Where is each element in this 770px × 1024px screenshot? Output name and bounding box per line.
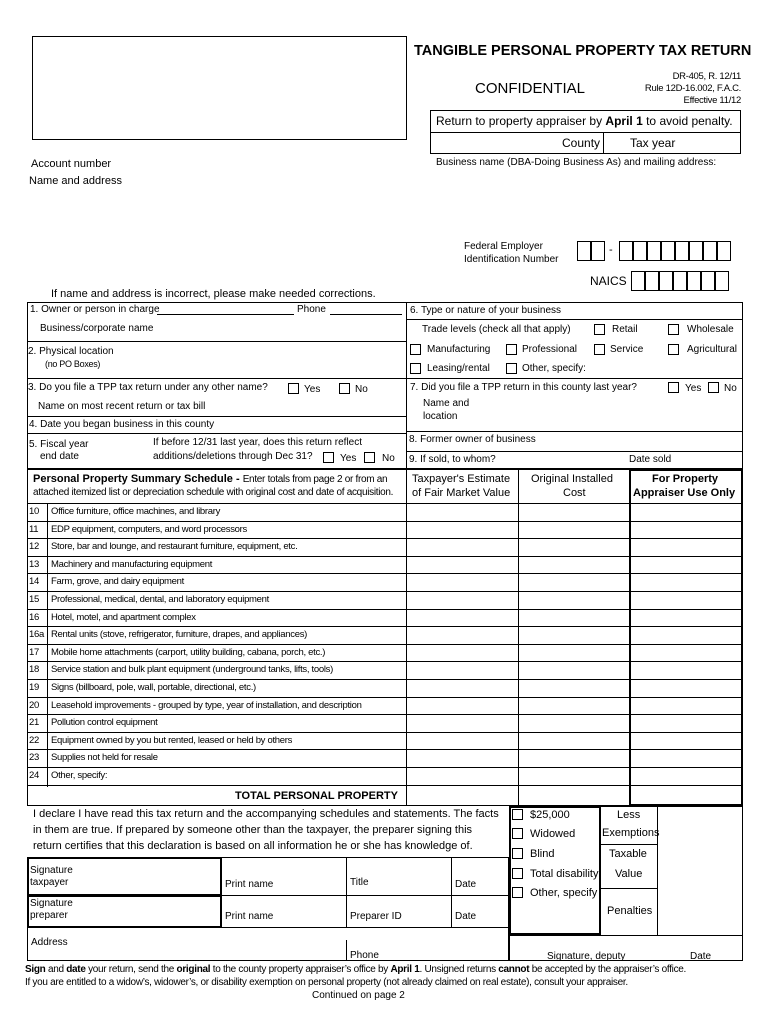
address-label: Address xyxy=(31,937,68,948)
trade-levels-label: Trade levels (check all that apply) xyxy=(422,324,571,335)
title-label: Title xyxy=(350,877,369,888)
date-sold-label: Date sold xyxy=(629,454,672,465)
schedule-row-number: 17 xyxy=(29,646,39,658)
col-cost-1: Original Installed xyxy=(531,473,613,485)
schedule-appraiser-cell xyxy=(631,750,741,766)
schedule-appraiser-cell xyxy=(631,539,741,555)
schedule-estimate-cell[interactable] xyxy=(407,662,517,678)
schedule-appraiser-cell xyxy=(631,592,741,608)
col-appraiser-1: For Property xyxy=(652,473,719,485)
wholesale-label: Wholesale xyxy=(687,324,734,335)
schedule-estimate-cell[interactable] xyxy=(407,680,517,696)
name-recent-label: Name on most recent return or tax bill xyxy=(38,401,206,412)
sig-taxpayer-2: taxpayer xyxy=(30,877,69,888)
service-label: Service xyxy=(610,344,644,355)
naics-label: NAICS xyxy=(590,274,627,288)
schedule-heading-2: attached itemized list or depreciation schedule with original cost and date of acquisition. xyxy=(33,487,394,498)
q7-label: 7. Did you file a TPP return in this county last year? xyxy=(410,382,637,393)
preparer-id-label: Preparer ID xyxy=(350,911,402,922)
fein-digit-2[interactable] xyxy=(591,241,605,261)
schedule-row-number: 12 xyxy=(29,541,39,553)
taxable-label: Taxable xyxy=(609,848,647,860)
schedule-estimate-cell[interactable] xyxy=(407,698,517,714)
schedule-cost-cell[interactable] xyxy=(519,592,628,608)
schedule-cost-cell[interactable] xyxy=(519,698,628,714)
q4-label: 4. Date you began business in this county xyxy=(29,419,215,430)
schedule-cost-cell[interactable] xyxy=(519,750,628,766)
schedule-appraiser-cell xyxy=(631,522,741,538)
q5-reflect-2: additions/deletions through Dec 31? xyxy=(153,451,313,462)
fein-digit-3[interactable] xyxy=(619,241,633,261)
schedule-row-label: Hotel, motel, and apartment complex xyxy=(51,611,196,623)
incorrect-note: If name and address is incorrect, please make needed corrections. xyxy=(51,288,376,300)
exemption-25000-label: $25,000 xyxy=(530,809,570,821)
q6-label: 6. Type or nature of your business xyxy=(410,305,562,316)
business-corp-label: Business/corporate name xyxy=(40,323,154,334)
schedule-appraiser-cell xyxy=(631,715,741,731)
schedule-estimate-cell[interactable] xyxy=(407,733,517,749)
less-label: Less xyxy=(617,809,641,821)
q7-yes-label: Yes xyxy=(685,383,702,394)
fein-label-2: Identification Number xyxy=(464,254,559,265)
schedule-row-label: Office furniture, office machines, and library xyxy=(51,506,221,517)
schedule-row-number: 18 xyxy=(29,664,39,676)
owner-phone-label: Phone xyxy=(297,304,326,315)
other-specify-label: Other, specify: xyxy=(522,363,586,374)
schedule-row-label: Pollution control equipment xyxy=(51,717,158,729)
schedule-cost-cell[interactable] xyxy=(519,539,628,555)
q5-yes-label: Yes xyxy=(340,453,357,464)
schedule-row-number: 20 xyxy=(29,699,39,711)
schedule-row-label: Equipment owned by you but rented, leased or held by others xyxy=(51,734,293,746)
schedule-row-label: Service station and bulk plant equipment (underground tanks, lifts, tools) xyxy=(51,664,333,676)
location-label: location xyxy=(423,411,458,422)
schedule-row-number: 19 xyxy=(29,682,39,693)
schedule-appraiser-cell xyxy=(631,627,741,643)
professional-checkbox[interactable] xyxy=(506,344,517,355)
schedule-appraiser-cell xyxy=(631,733,741,749)
schedule-estimate-cell[interactable] xyxy=(407,504,517,520)
schedule-row-label: EDP equipment, computers, and word processors xyxy=(51,523,247,535)
declaration-line-2: in them are true. If prepared by someone other than the taxpayer, the preparer signing this xyxy=(33,824,473,836)
address-window-box xyxy=(32,36,407,140)
naics-digit-2[interactable] xyxy=(645,271,659,291)
schedule-row-label: Leasehold improvements - grouped by type, year of installation, and description xyxy=(51,699,362,711)
col-cost-2: Cost xyxy=(563,487,586,499)
q7-no-label: No xyxy=(724,383,737,394)
schedule-row-number: 14 xyxy=(29,576,39,588)
fein-digit-4[interactable] xyxy=(633,241,647,261)
schedule-cost-cell[interactable] xyxy=(519,645,628,661)
form-title: TANGIBLE PERSONAL PROPERTY TAX RETURN xyxy=(414,43,752,59)
schedule-row-divider xyxy=(27,785,743,786)
schedule-row-label: Machinery and manufacturing equipment xyxy=(51,558,213,570)
total-disability-checkbox[interactable] xyxy=(512,868,523,879)
q3-label: 3. Do you file a TPP tax return under any other name? xyxy=(28,382,268,393)
schedule-estimate-cell[interactable] xyxy=(407,574,517,590)
fein-digit-1[interactable] xyxy=(577,241,591,261)
schedule-row-number: 15 xyxy=(29,594,39,605)
name-and-label: Name and xyxy=(423,398,470,409)
fein-digit-7[interactable] xyxy=(675,241,689,261)
schedule-cost-cell[interactable] xyxy=(519,680,628,696)
deputy-date-label: Date xyxy=(690,951,712,962)
form-number: DR-405, R. 12/11 xyxy=(672,71,741,82)
schedule-appraiser-cell xyxy=(631,645,741,661)
physical-location-label: 2. Physical location xyxy=(28,346,114,357)
fein-digit-9[interactable] xyxy=(703,241,717,261)
print-name-label: Print name xyxy=(225,879,274,890)
schedule-estimate-cell[interactable] xyxy=(407,715,517,731)
q3-yes-checkbox[interactable] xyxy=(288,383,299,394)
col-estimate-1: Taxpayer's Estimate xyxy=(412,473,511,485)
other-exemption-checkbox[interactable] xyxy=(512,887,523,898)
widowed-checkbox[interactable] xyxy=(512,828,523,839)
schedule-row-number: 24 xyxy=(29,770,39,781)
q3-yes-label: Yes xyxy=(304,384,321,395)
q5-reflect-1: If before 12/31 last year, does this return reflect xyxy=(153,437,363,448)
exemptions-label: Exemptions xyxy=(602,827,660,839)
schedule-cost-cell[interactable] xyxy=(519,733,628,749)
tax-year-label: Tax year xyxy=(630,136,676,150)
retail-label: Retail xyxy=(612,324,638,335)
q9-label: 9. If sold, to whom? xyxy=(409,454,496,465)
schedule-appraiser-cell xyxy=(631,698,741,714)
schedule-row-label: Other, specify: xyxy=(51,770,108,781)
q5-label-2: end date xyxy=(40,451,79,462)
naics-digit-5[interactable] xyxy=(687,271,701,291)
blind-checkbox[interactable] xyxy=(512,848,523,859)
declaration-line-1: I declare I have read this tax return and the accompanying schedules and statements. The facts xyxy=(33,808,499,820)
naics-digit-1[interactable] xyxy=(631,271,645,291)
professional-label: Professional xyxy=(522,344,578,355)
exemption-25000-checkbox[interactable] xyxy=(512,809,523,820)
schedule-estimate-cell[interactable] xyxy=(407,522,517,538)
owner-label: 1. Owner or person in charge xyxy=(30,304,160,315)
manufacturing-checkbox[interactable] xyxy=(410,344,421,355)
fein-digit-8[interactable] xyxy=(689,241,703,261)
schedule-row-number: 10 xyxy=(29,506,39,517)
q7-no-checkbox[interactable] xyxy=(708,382,719,393)
leasing-checkbox[interactable] xyxy=(410,363,421,374)
other-exemption-label: Other, specify xyxy=(530,887,598,899)
phone-label: Phone xyxy=(350,950,379,961)
service-checkbox[interactable] xyxy=(594,344,605,355)
blind-label: Blind xyxy=(530,848,555,860)
schedule-appraiser-cell xyxy=(631,610,741,626)
schedule-cost-cell[interactable] xyxy=(519,557,628,573)
schedule-row-label: Store, bar and lounge, and restaurant furniture, equipment, etc. xyxy=(51,541,298,553)
schedule-estimate-cell[interactable] xyxy=(407,610,517,626)
schedule-row-label: Professional, medical, dental, and laboratory equipment xyxy=(51,594,269,605)
schedule-estimate-cell[interactable] xyxy=(407,557,517,573)
q7-yes-checkbox[interactable] xyxy=(668,382,679,393)
footer-line-2: If you are entitled to a widow’s, widower’s, or disability exemption on personal property (not already claimed on real estate), consult your appraiser. xyxy=(25,977,628,988)
naics-digit-4[interactable] xyxy=(673,271,687,291)
fein-digit-10[interactable] xyxy=(717,241,731,261)
date-label: Date xyxy=(455,879,477,890)
naics-digit-3[interactable] xyxy=(659,271,673,291)
schedule-row-label: Signs (billboard, pole, wall, portable, directional, etc.) xyxy=(51,682,256,693)
schedule-estimate-cell[interactable] xyxy=(407,539,517,555)
schedule-heading: Personal Property Summary Schedule - Enter totals from page 2 or from an xyxy=(33,473,388,485)
schedule-row-label: Farm, grove, and dairy equipment xyxy=(51,576,184,588)
schedule-appraiser-cell xyxy=(631,557,741,573)
schedule-row-number: 16a xyxy=(29,629,44,641)
schedule-row-number: 13 xyxy=(29,558,39,570)
schedule-cost-cell[interactable] xyxy=(519,715,628,731)
account-number-label: Account number xyxy=(31,158,112,170)
total-label: TOTAL PERSONAL PROPERTY xyxy=(235,790,398,802)
confidential-label: CONFIDENTIAL xyxy=(475,80,586,97)
footer-line-1: Sign and date your return, send the original to the county property appraiser’s office by April 1. Unsigned returns cannot be accepted by the appraiser’s office. xyxy=(25,964,687,975)
agricultural-checkbox[interactable] xyxy=(668,344,679,355)
schedule-appraiser-cell xyxy=(631,574,741,590)
col-estimate-2: of Fair Market Value xyxy=(412,487,511,499)
fein-digit-5[interactable] xyxy=(647,241,661,261)
signature-deputy-label: Signature, deputy xyxy=(547,951,626,962)
schedule-row-label: Supplies not held for resale xyxy=(51,752,158,764)
schedule-estimate-cell[interactable] xyxy=(407,645,517,661)
sig-taxpayer-1: Signature xyxy=(30,865,73,876)
total-disability-label: Total disability xyxy=(530,868,599,880)
schedule-appraiser-cell xyxy=(631,662,741,678)
schedule-appraiser-cell xyxy=(631,504,741,520)
date-label-2: Date xyxy=(455,911,477,922)
fein-label-1: Federal Employer xyxy=(464,241,543,252)
schedule-cost-cell[interactable] xyxy=(519,574,628,590)
retail-checkbox[interactable] xyxy=(594,324,605,335)
schedule-row-number: 11 xyxy=(29,523,39,535)
schedule-appraiser-cell xyxy=(631,680,741,696)
county-label: County xyxy=(562,136,601,150)
q5-yes-checkbox[interactable] xyxy=(323,452,334,463)
q5-label-1: 5. Fiscal year xyxy=(29,439,89,450)
form-rule: Rule 12D-16.002, F.A.C. xyxy=(644,83,741,94)
schedule-estimate-cell[interactable] xyxy=(407,750,517,766)
no-po-label: (no PO Boxes) xyxy=(45,359,101,369)
declaration-line-3: return certifies that this declaration is based on all information he or she has knowledge of. xyxy=(33,840,473,852)
value-label: Value xyxy=(615,868,643,880)
schedule-cost-cell[interactable] xyxy=(519,610,628,626)
schedule-row-number: 16 xyxy=(29,611,39,623)
fein-dash: - xyxy=(609,244,613,256)
q5-no-checkbox[interactable] xyxy=(364,452,375,463)
return-to-notice: Return to property appraiser by April 1 to avoid penalty. xyxy=(436,114,733,128)
form-effective: Effective 11/12 xyxy=(683,95,741,106)
schedule-cost-cell[interactable] xyxy=(519,627,628,643)
schedule-row-number: 21 xyxy=(29,717,39,729)
widowed-label: Widowed xyxy=(530,828,576,840)
schedule-row-number: 23 xyxy=(29,752,39,764)
fein-digit-6[interactable] xyxy=(661,241,675,261)
schedule-cost-cell[interactable] xyxy=(519,504,628,520)
schedule-cost-cell[interactable] xyxy=(519,662,628,678)
col-appraiser-2: Appraiser Use Only xyxy=(633,487,736,499)
business-name-label: Business name (DBA-Doing Business As) and mailing address: xyxy=(436,157,717,168)
q5-no-label: No xyxy=(382,453,395,464)
schedule-cost-cell[interactable] xyxy=(519,768,628,784)
naics-digit-7[interactable] xyxy=(715,271,729,291)
schedule-estimate-cell[interactable] xyxy=(407,768,517,784)
q3-no-label: No xyxy=(355,384,368,395)
schedule-appraiser-cell xyxy=(631,768,741,784)
agricultural-label: Agricultural xyxy=(687,344,738,355)
print-name-label-2: Print name xyxy=(225,911,274,922)
other-checkbox[interactable] xyxy=(506,363,517,374)
schedule-row-label: Rental units (stove, refrigerator, furniture, drapes, and appliances) xyxy=(51,629,308,641)
schedule-estimate-cell[interactable] xyxy=(407,627,517,643)
manufacturing-label: Manufacturing xyxy=(427,344,491,355)
name-and-address-label: Name and address xyxy=(29,175,122,187)
wholesale-checkbox[interactable] xyxy=(668,324,679,335)
schedule-cost-cell[interactable] xyxy=(519,522,628,538)
naics-digit-6[interactable] xyxy=(701,271,715,291)
schedule-row-number: 22 xyxy=(29,734,39,746)
q3-no-checkbox[interactable] xyxy=(339,383,350,394)
penalties-label: Penalties xyxy=(607,905,653,917)
sig-preparer-1: Signature xyxy=(30,898,73,909)
q8-label: 8. Former owner of business xyxy=(409,434,536,445)
schedule-estimate-cell[interactable] xyxy=(407,592,517,608)
continued-label: Continued on page 2 xyxy=(312,990,405,1001)
sig-preparer-2: preparer xyxy=(30,910,68,921)
schedule-row-label: Mobile home attachments (carport, utility building, cabana, porch, etc.) xyxy=(51,646,326,658)
leasing-label: Leasing/rental xyxy=(427,363,490,374)
